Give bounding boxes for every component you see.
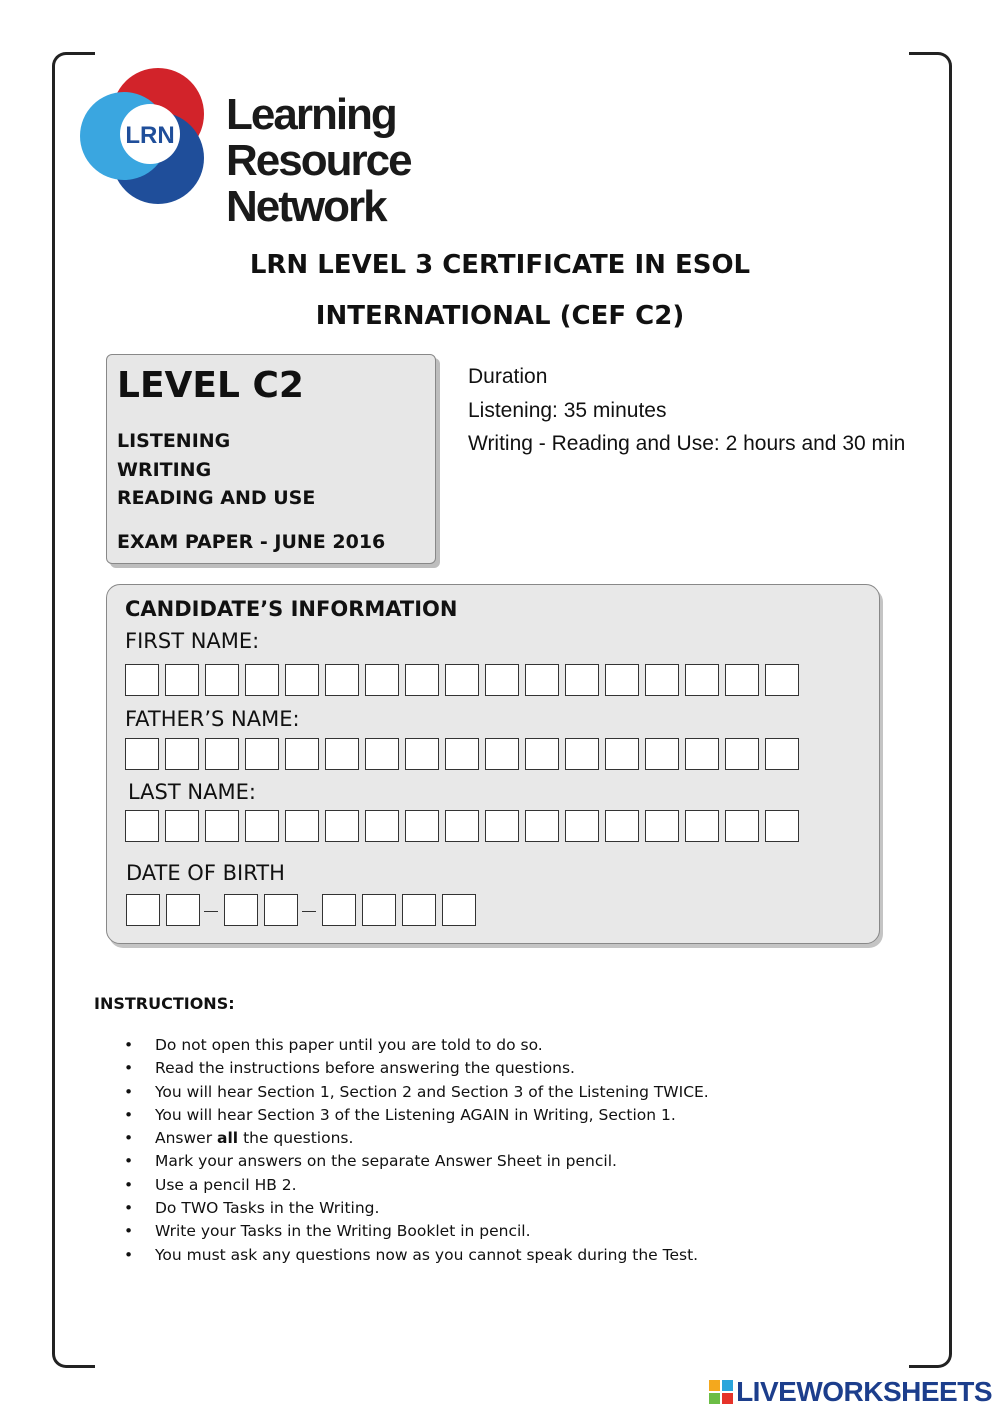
letter-box[interactable] <box>445 664 479 696</box>
letter-box[interactable] <box>285 738 319 770</box>
letter-box[interactable] <box>245 810 279 842</box>
date-digit-box[interactable] <box>224 894 258 926</box>
duration-listening: Listening: 35 minutes <box>468 398 667 422</box>
instruction-item: • You will hear Section 3 of the Listening AGAIN in Writing, Section 1. <box>124 1104 709 1127</box>
date-digit-box[interactable] <box>362 894 396 926</box>
letter-box[interactable] <box>605 810 639 842</box>
duration-heading: Duration <box>468 365 548 388</box>
letter-box[interactable] <box>685 810 719 842</box>
logo-line-2: Resource Network <box>226 136 411 231</box>
section-writing: WRITING <box>117 458 212 481</box>
exam-paper-date: EXAM PAPER - JUNE 2016 <box>117 531 386 553</box>
instruction-item: • Read the instructions before answering the questions. <box>124 1057 709 1080</box>
date-digit-box[interactable] <box>264 894 298 926</box>
letter-box[interactable] <box>205 664 239 696</box>
letter-box[interactable] <box>285 810 319 842</box>
letter-box[interactable] <box>565 810 599 842</box>
date-digit-box[interactable] <box>166 894 200 926</box>
date-separator-dash <box>302 894 316 926</box>
lrn-logo-badge-text: LRN <box>125 122 175 149</box>
letter-box[interactable] <box>365 810 399 842</box>
letter-box[interactable] <box>645 810 679 842</box>
duration-block <box>468 360 905 461</box>
letter-box[interactable] <box>125 810 159 842</box>
letter-box[interactable] <box>725 664 759 696</box>
letter-box[interactable] <box>165 738 199 770</box>
letter-box[interactable] <box>445 738 479 770</box>
exam-title-line-1: LRN LEVEL 3 CERTIFICATE IN ESOL <box>249 250 751 280</box>
fathers-name-label: FATHER’S NAME: <box>125 707 300 731</box>
first-name-label: FIRST NAME: <box>125 629 260 653</box>
instruction-item: • Do TWO Tasks in the Writing. <box>124 1197 709 1220</box>
letter-box[interactable] <box>125 738 159 770</box>
letter-box[interactable] <box>765 810 799 842</box>
exam-title-line-2: INTERNATIONAL (CEF C2) <box>315 301 685 331</box>
letter-box[interactable] <box>485 810 519 842</box>
last-name-label: LAST NAME: <box>128 780 256 804</box>
lrn-logo-icon <box>78 66 218 206</box>
answer-prefix: Answer <box>155 1129 213 1148</box>
letter-box[interactable] <box>765 738 799 770</box>
letter-box[interactable] <box>685 664 719 696</box>
letter-box[interactable] <box>445 810 479 842</box>
letter-box[interactable] <box>285 664 319 696</box>
letter-box[interactable] <box>165 810 199 842</box>
letter-box[interactable] <box>205 810 239 842</box>
level-box <box>106 354 436 564</box>
date-digit-box[interactable] <box>322 894 356 926</box>
date-separator-dash <box>204 894 218 926</box>
letter-box[interactable] <box>405 664 439 696</box>
instruction-item: • You will hear Section 1, Section 2 and Section 3 of the Listening TWICE. <box>124 1081 709 1104</box>
candidate-heading: CANDIDATE’S INFORMATION <box>125 597 458 621</box>
duration-writing: Writing - Reading and Use: 2 hours and 30 min <box>468 432 906 455</box>
letter-box[interactable] <box>565 738 599 770</box>
date-of-birth-boxes[interactable] <box>126 894 482 926</box>
letter-box[interactable] <box>525 738 559 770</box>
answer-suffix: the questions. <box>243 1129 354 1148</box>
letter-box[interactable] <box>245 664 279 696</box>
letter-box[interactable] <box>365 738 399 770</box>
letter-box[interactable] <box>405 810 439 842</box>
section-listening: LISTENING <box>117 430 231 452</box>
liveworksheets-text: LIVEWORKSHEETS <box>736 1376 992 1407</box>
candidate-information-box <box>106 584 880 944</box>
date-of-birth-label: DATE OF BIRTH <box>126 861 285 885</box>
letter-box[interactable] <box>325 664 359 696</box>
instruction-item: • Mark your answers on the separate Answer Sheet in pencil. <box>124 1150 709 1173</box>
letter-box[interactable] <box>765 664 799 696</box>
letter-box[interactable] <box>325 738 359 770</box>
date-digit-box[interactable] <box>402 894 436 926</box>
letter-box[interactable] <box>485 738 519 770</box>
letter-box[interactable] <box>485 664 519 696</box>
letter-box[interactable] <box>645 738 679 770</box>
letter-box[interactable] <box>125 664 159 696</box>
instructions-heading: INSTRUCTIONS: <box>94 994 235 1013</box>
letter-box[interactable] <box>645 664 679 696</box>
letter-box[interactable] <box>685 738 719 770</box>
logo-line-1: Learning <box>226 90 396 139</box>
letter-box[interactable] <box>725 738 759 770</box>
instruction-item-answer-all <box>124 1127 709 1150</box>
instruction-item: • Use a pencil HB 2. <box>124 1174 709 1197</box>
last-name-boxes[interactable] <box>125 810 805 842</box>
letter-box[interactable] <box>245 738 279 770</box>
letter-box[interactable] <box>165 664 199 696</box>
instruction-item: • You must ask any questions now as you cannot speak during the Test. <box>124 1244 709 1267</box>
letter-box[interactable] <box>725 810 759 842</box>
date-digit-box[interactable] <box>126 894 160 926</box>
date-digit-box[interactable] <box>442 894 476 926</box>
instructions-list <box>124 1034 709 1267</box>
liveworksheets-watermark <box>708 1376 992 1408</box>
level-title: LEVEL C2 <box>117 365 304 406</box>
liveworksheets-icon <box>708 1379 734 1405</box>
level-sections <box>117 427 315 513</box>
logo-wordmark <box>226 92 518 230</box>
letter-box[interactable] <box>605 664 639 696</box>
letter-box[interactable] <box>205 738 239 770</box>
instruction-item: • Do not open this paper until you are told to do so. <box>124 1034 709 1057</box>
letter-box[interactable] <box>365 664 399 696</box>
fathers-name-boxes[interactable] <box>125 738 805 770</box>
letter-box[interactable] <box>525 664 559 696</box>
letter-box[interactable] <box>525 810 559 842</box>
letter-box[interactable] <box>325 810 359 842</box>
lrn-logo <box>78 66 518 231</box>
letter-box[interactable] <box>605 738 639 770</box>
answer-bold: all <box>217 1129 239 1148</box>
instruction-item: • Write your Tasks in the Writing Booklet in pencil. <box>124 1220 709 1243</box>
letter-box[interactable] <box>405 738 439 770</box>
first-name-boxes[interactable] <box>125 664 805 696</box>
letter-box[interactable] <box>565 664 599 696</box>
section-reading-and-use: READING AND USE <box>117 487 316 509</box>
